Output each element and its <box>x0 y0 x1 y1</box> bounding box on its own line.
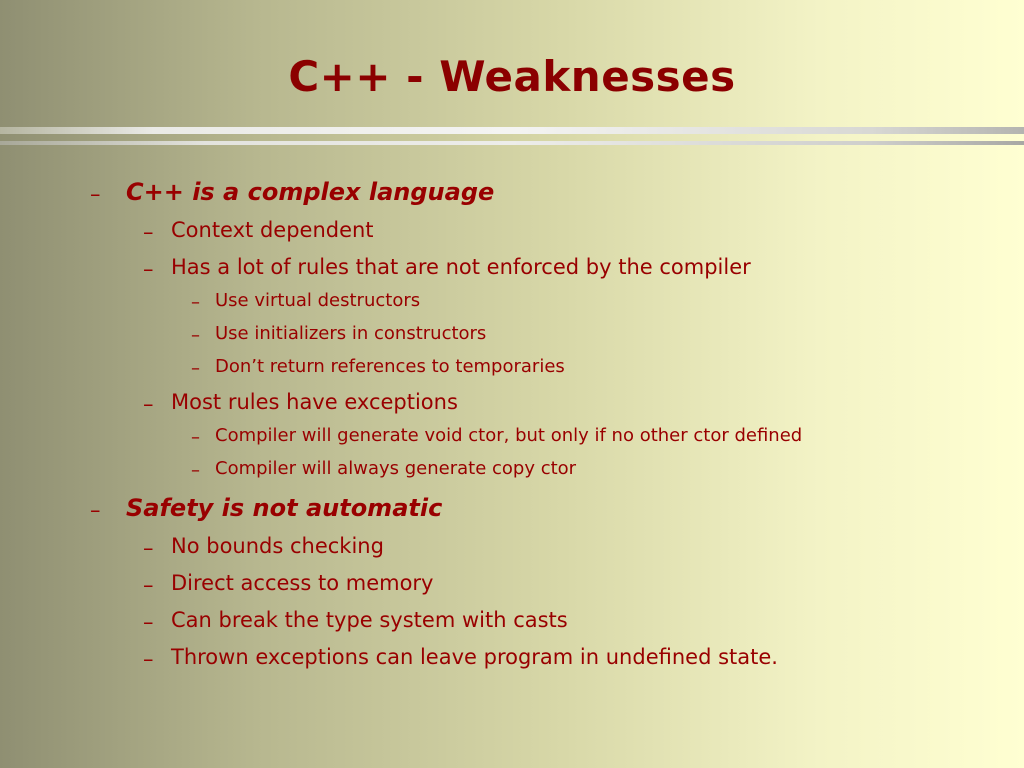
bullet-dash: – <box>143 610 154 634</box>
bullet-context-dependent: Context dependent <box>171 218 374 242</box>
sub-bullet-copy-ctor: Compiler will always generate copy ctor <box>215 458 577 479</box>
bullet-no-bounds-checking: No bounds checking <box>171 534 384 558</box>
bullet-dash: – <box>90 182 101 206</box>
bullet-break-type-system: Can break the type system with casts <box>171 608 568 632</box>
slide-title: C++ - Weaknesses <box>288 52 736 101</box>
bullet-dash: – <box>191 325 200 346</box>
bullet-dash: – <box>143 392 154 416</box>
section-heading-safety: Safety is not automatic <box>126 494 443 522</box>
section-heading-complex-language: C++ is a complex language <box>126 178 495 206</box>
sub-bullet-void-ctor: Compiler will generate void ctor, but only if no other ctor defined <box>215 425 803 446</box>
bullet-dash: – <box>191 427 200 448</box>
bullet-rules-not-enforced: Has a lot of rules that are not enforced by the compiler <box>171 255 751 279</box>
bullet-dash: – <box>143 536 154 560</box>
bullet-thrown-exceptions: Thrown exceptions can leave program in undefined state. <box>171 645 778 669</box>
sub-bullet-initializers: Use initializers in constructors <box>215 323 487 344</box>
bullet-dash: – <box>191 358 200 379</box>
bullet-rules-have-exceptions: Most rules have exceptions <box>171 390 458 414</box>
bullet-dash: – <box>143 647 154 671</box>
sub-bullet-references-temporaries: Don’t return references to temporaries <box>215 356 565 377</box>
bullet-dash: – <box>143 220 154 244</box>
bullet-dash: – <box>143 573 154 597</box>
bullet-dash: – <box>90 498 101 522</box>
bullet-direct-memory-access: Direct access to memory <box>171 571 434 595</box>
bullet-dash: – <box>143 257 154 281</box>
sub-bullet-virtual-destructors: Use virtual destructors <box>215 290 421 311</box>
bullet-dash: – <box>191 460 200 481</box>
bullet-dash: – <box>191 292 200 313</box>
